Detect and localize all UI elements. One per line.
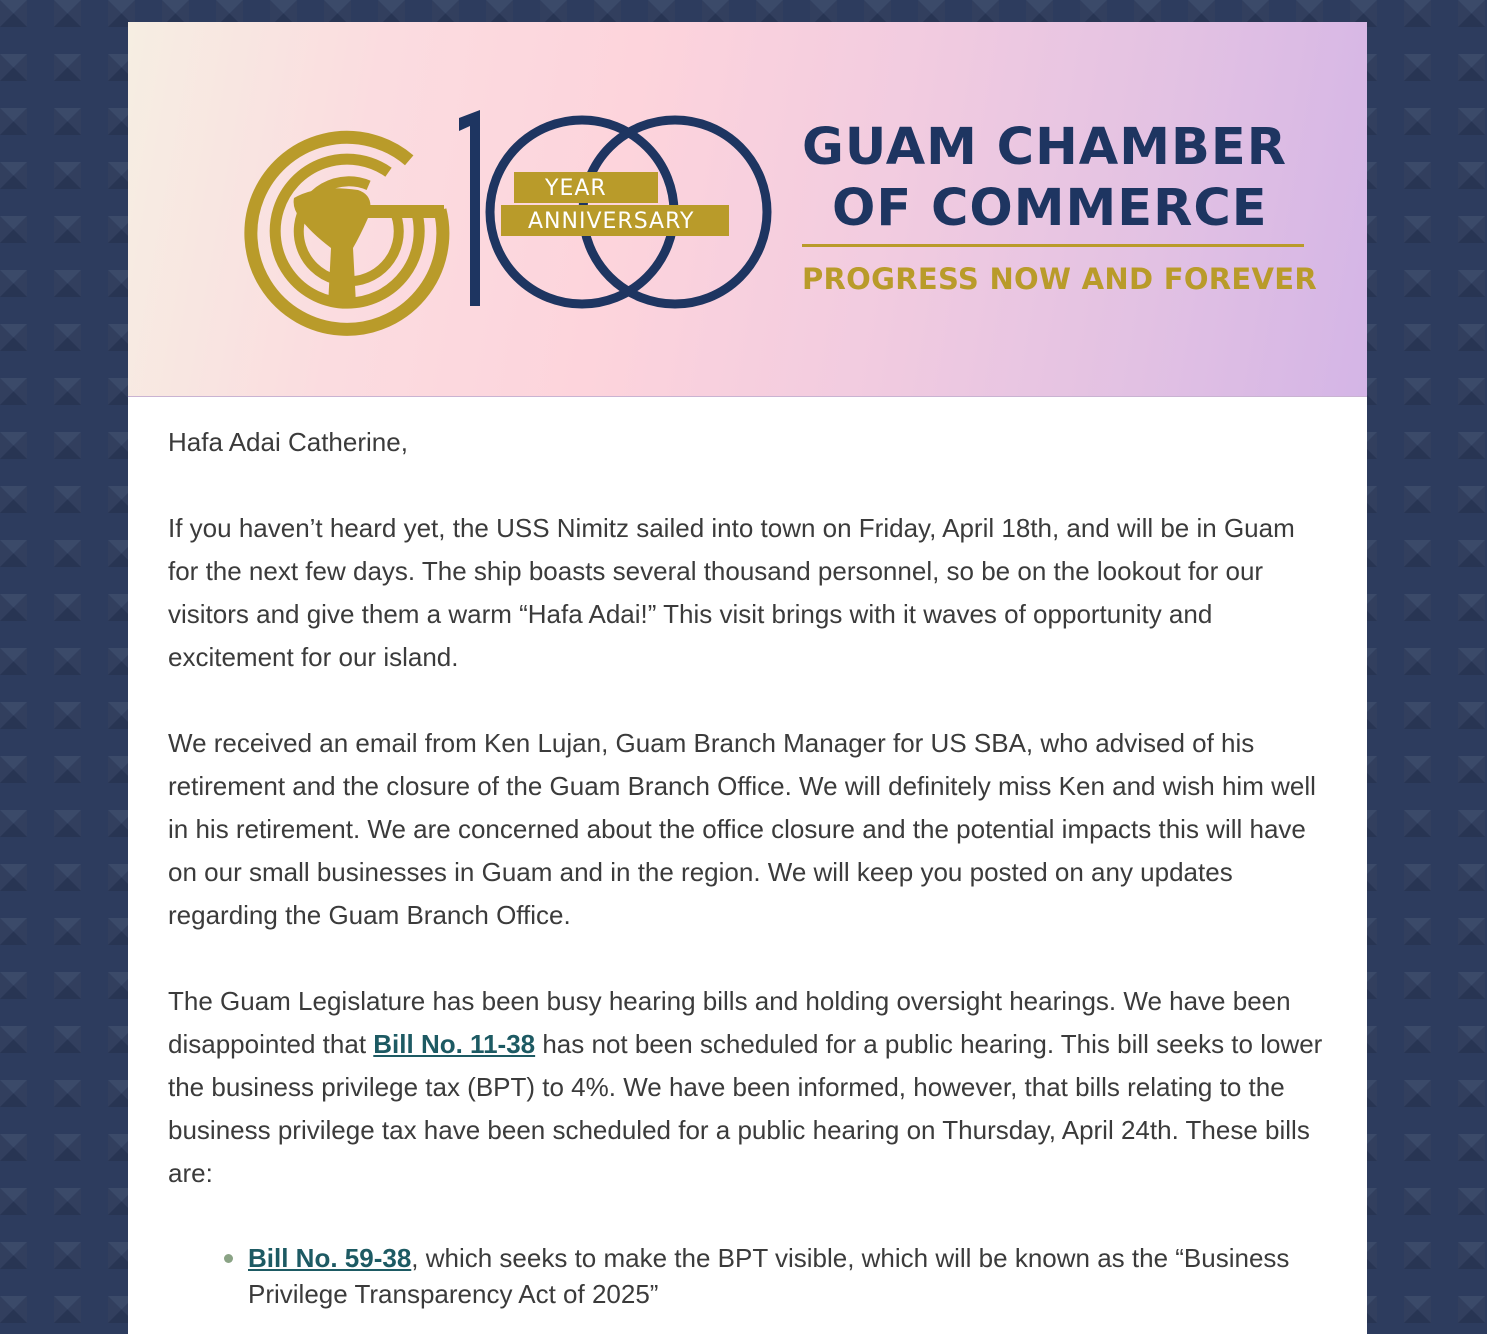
org-tagline: PROGRESS NOW AND FOREVER (802, 262, 1318, 296)
email-body (128, 397, 1367, 1312)
banner-divider (802, 244, 1304, 247)
paragraph-nimitz: If you haven’t heard yet, the USS Nimitz sailed into town on Friday, April 18th, and will be in Guam for the next few days. The ship boasts several thousand personnel, so be on the lookout for our visitors and give them a warm “Hafa Adai!” This visit brings with it waves of opportunity and excitement for our island. (168, 513, 1295, 672)
org-name-line2: OF COMMERCE (832, 179, 1268, 238)
bill-11-38-link[interactable]: Bill No. 11-38 (373, 1029, 536, 1059)
bill-description: , which seeks to make the BPT visible, which will be known as the “Business Privilege Transparency Act of 2025” (248, 1243, 1290, 1309)
org-name-line1: GUAM CHAMBER (802, 118, 1287, 177)
paragraph-legislature (168, 980, 1327, 1195)
ribbon-year-text: YEAR (545, 176, 607, 201)
bullet-icon (224, 1254, 233, 1263)
ribbon-anniversary-text: ANNIVERSARY (528, 209, 695, 234)
bill-list (168, 1238, 1327, 1312)
greeting: Hafa Adai Catherine, (168, 427, 408, 457)
paragraph-legislature-rest: has not been scheduled for a public hearing. This bill seeks to lower the business privilege tax (BPT) to 4%. We have been informed, however, that bills relating to the business privilege tax have been scheduled for a public hearing on Thursday, April 24th. These bills are: (168, 1029, 1323, 1188)
paragraph-sba: We received an email from Ken Lujan, Guam Branch Manager for US SBA, who advised of his retirement and the closure of the Guam Branch Office. We will definitely miss Ken and wish him well in his retirement. We are concerned about the office closure and the potential impacts this will have on our small businesses in Guam and in the region. We will keep you posted on any updates regarding the Guam Branch Office. (168, 728, 1316, 930)
header-banner (128, 22, 1367, 397)
list-item (248, 1238, 1327, 1312)
email-card (128, 22, 1367, 1334)
paragraph-legislature-lead: The Guam Legislature has been busy hearing bills and holding oversight hearings. We have been disappointed that (168, 986, 1291, 1059)
bill-59-38-link[interactable]: Bill No. 59-38 (248, 1243, 412, 1273)
